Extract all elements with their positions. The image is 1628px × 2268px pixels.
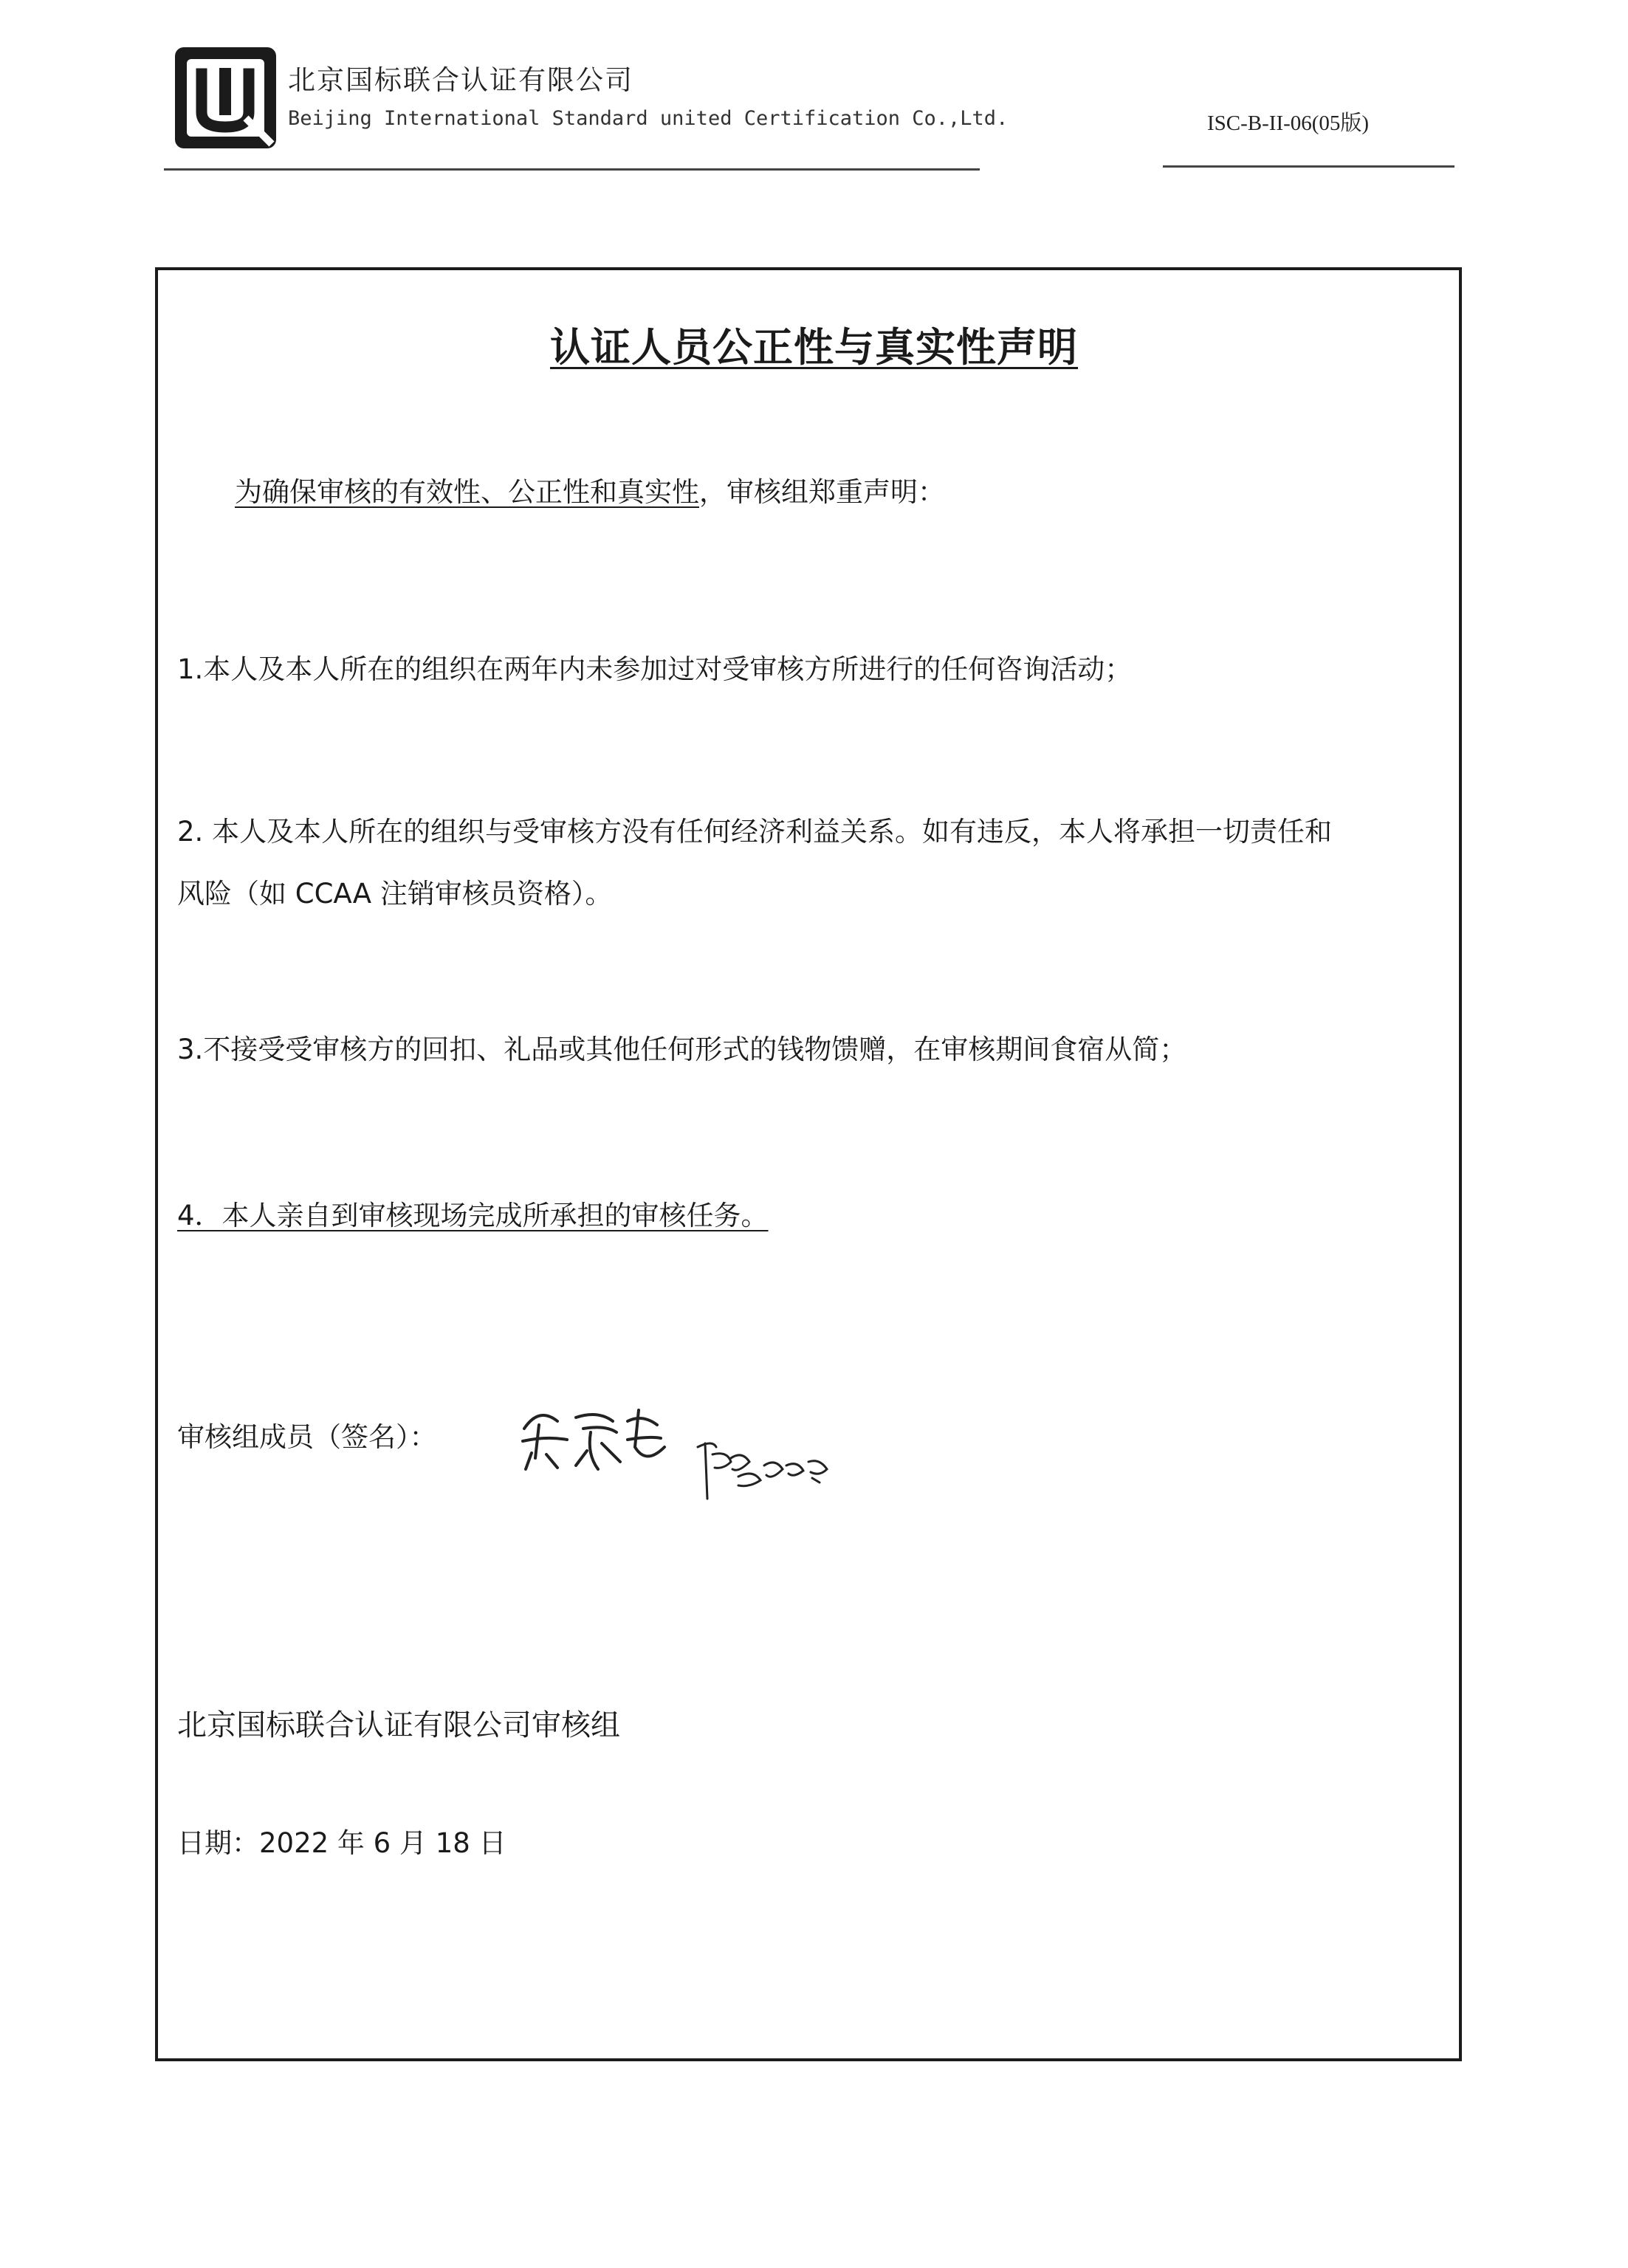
audit-team-organization: 北京国标联合认证有限公司审核组	[177, 1708, 620, 1742]
declaration-item-2-line-2: 风险（如 CCAA 注销审核员资格）。	[177, 878, 613, 910]
company-logo-icon	[172, 44, 279, 151]
date-line	[177, 1812, 1454, 1874]
declaration-item-4	[177, 1185, 1454, 1247]
declaration-item-1: 1.本人及本人所在的组织在两年内未参加过对受审核方所进行的任何咨询活动；	[177, 653, 1133, 685]
intro-paragraph	[235, 461, 1512, 523]
declaration-item-2-line-1: 2. 本人及本人所在的组织与受审核方没有任何经济利益关系。如有违反，本人将承担一切责任和	[177, 816, 1333, 848]
declaration-item-4-text: 4．本人亲自到审核现场完成所承担的审核任务。	[177, 1200, 769, 1231]
declaration-frame	[155, 267, 1462, 2061]
date-label: 日期：	[177, 1827, 259, 1859]
intro-rest-text: ，审核组郑重声明：	[699, 476, 945, 508]
company-name-cn: 北京国标联合认证有限公司	[288, 64, 633, 96]
intro-underlined-text: 为确保审核的有效性、公正性和真实性	[235, 476, 699, 508]
company-name-en: Beijing International Standard united Certification Co.,Ltd.	[288, 107, 1009, 130]
document-title	[0, 316, 1628, 373]
date-value: 2022 年 6 月 18 日	[259, 1827, 506, 1859]
signature-label: 审核组成员（签名）：	[177, 1421, 437, 1453]
handwritten-signatures	[517, 1395, 834, 1506]
declaration-item-3: 3.不接受受审核方的回扣、礼品或其他任何形式的钱物馈赠，在审核期间食宿从简；	[177, 1034, 1187, 1065]
declaration-item-2	[177, 801, 1454, 925]
header-divider-right	[1163, 165, 1454, 168]
document-title-text: 认证人员公正性与真实性声明	[550, 324, 1078, 371]
header-divider-left	[164, 168, 980, 171]
form-code: ISC-B-II-06(05版)	[1207, 111, 1370, 135]
